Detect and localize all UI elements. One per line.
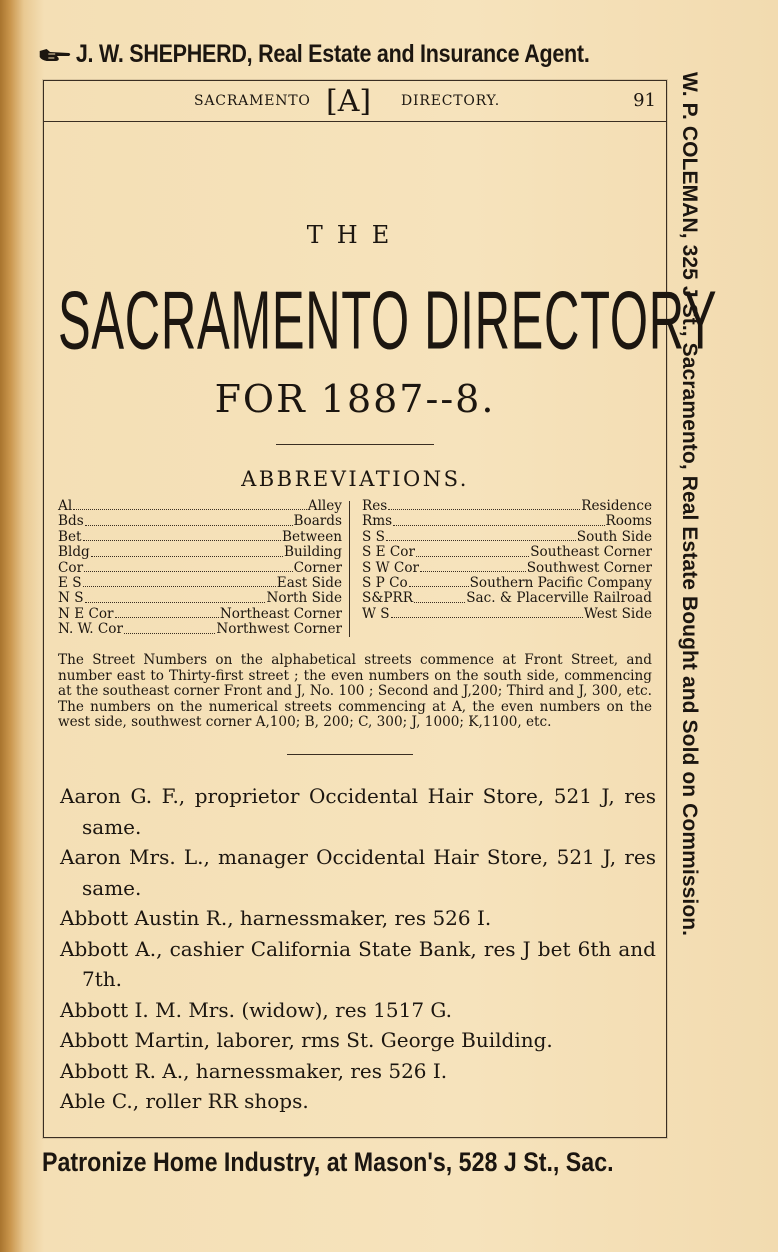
top-ad-text: J. W. SHEPHERD, Real Estate and Insurance Agent. [75,40,590,68]
leader-dots [83,576,276,587]
leader-dots [391,607,583,618]
abbreviation-row [362,591,652,606]
directory-entry: Able C., roller RR shops. [60,1089,309,1113]
abbreviation-key: S E Cor [362,544,415,561]
abbreviation-meaning: Rooms [605,513,652,530]
directory-entry: Abbott A., cashier California State Bank, res J bet 6th and 7th. [60,936,656,991]
top-advertisement [38,40,588,80]
abbreviation-key: Al [58,498,73,514]
header-rule [44,121,666,122]
leader-dots [91,545,283,556]
abbreviation-row [362,607,652,622]
side-advertisement [671,72,707,1152]
directory-entry: Abbott Austin R., harnessmaker, res 526 I. [60,906,492,930]
abbreviation-meaning: Residence [581,498,652,514]
directory-entry: Abbott I. M. Mrs. (widow), res 1517 G. [60,997,453,1022]
abbreviation-meaning: Sac. & Placerville Railroad [466,590,652,607]
leader-dots [115,607,219,618]
leader-dots [124,622,215,633]
title-year: FOR 1887--8. [214,377,496,421]
leader-dots [73,499,307,510]
abbreviation-key: S P Co [362,575,408,592]
abbreviation-row [58,607,342,622]
abbreviation-row [362,499,652,514]
abbreviation-row [58,545,342,560]
abbreviation-key: S&PRR [362,590,414,607]
abbreviation-row [58,530,342,545]
abbreviation-row [362,545,652,560]
leader-dots [420,561,526,572]
abbreviation-meaning: West Side [583,605,652,622]
abbreviation-key: Bet [58,528,82,545]
abbreviation-row [362,561,652,576]
abbreviation-key: Bldg [58,544,90,561]
header-letter: [A] [326,84,372,119]
abbreviation-row [58,561,342,576]
side-ad-text: W. P. COLEMAN, 325 J St., Sacramento, Real Estate Bought and Sold on Commission. [678,72,701,937]
section-rule [287,754,413,755]
abbreviations-divider [349,501,350,637]
abbreviation-meaning: Corner [293,559,342,576]
abbreviation-key: S S [362,528,385,545]
abbreviation-meaning: North Side [266,590,342,607]
directory-entry: Aaron G. F., proprietor Occidental Hair Store, 521 J, res same. [60,784,656,839]
leader-dots [409,576,469,587]
abbreviation-key: W S [362,605,390,622]
abbreviations-right-column [362,499,652,622]
abbreviation-meaning: Northwest Corner [216,621,342,638]
leader-dots [85,591,266,602]
leader-dots [386,530,576,541]
abbreviation-key: N. W. Cor [58,621,123,638]
abbreviation-meaning: Boards [293,513,342,530]
leader-dots [414,591,465,602]
abbreviation-meaning: Between [282,528,342,545]
abbreviation-meaning: Southwest Corner [526,559,652,576]
directory-entries [60,781,656,1117]
abbreviation-meaning: Southeast Corner [530,544,652,561]
abbreviation-key: S W Cor [362,559,420,576]
street-numbers-note: The Street Numbers on the alphabetical streets commence at Front Street, and number east to Thirty-first street ; the even numbers on the south side, commencing at the southeast corner Front and J, No. 100 ; Second and J,200; Third and J, 300, etc. The numbers on the numerical streets commencing at A, the even numbers on the west side, southwest corner A,100; B, 200; C, 300; J, 1000; K,1100, etc. [58,652,652,731]
abbreviation-key: Res [362,498,388,514]
abbreviations-heading: ABBREVIATIONS. [241,467,469,491]
bottom-advertisement: Patronize Home Industry, at Mason's, 528 J St., Sac. [42,1147,614,1177]
abbreviation-key: N S [58,590,84,607]
leader-dots [85,514,293,525]
pointing-hand-icon [38,46,72,64]
header-right: DIRECTORY. [401,93,501,109]
running-header [44,81,666,121]
abbreviation-row [58,514,342,529]
page-title: SACRAMENTO DIRECTORY [58,274,718,367]
abbreviation-row [58,622,342,637]
leader-dots [388,499,580,510]
abbreviation-meaning: Alley [307,498,342,514]
abbreviation-key: N E Cor [58,605,114,622]
directory-entry: Abbott Martin, laborer, rms St. George Building. [60,1028,553,1052]
directory-entry: Abbott R. A., harnessmaker, res 526 I. [60,1058,448,1083]
leader-dots [83,530,282,541]
leader-dots [416,545,529,556]
title-the: THE [306,221,404,249]
abbreviation-row [362,514,652,529]
abbreviation-meaning: East Side [276,575,342,592]
page-number: 91 [633,90,656,111]
directory-entry: Aaron Mrs. L., manager Occidental Hair Store, 521 J, res same. [60,845,656,900]
abbreviation-key: E S [58,575,82,592]
abbreviation-row [362,576,652,591]
abbreviation-meaning: Southern Pacific Company [469,575,652,592]
abbreviation-meaning: South Side [576,528,652,545]
abbreviation-key: Rms [362,513,393,530]
abbreviation-row [58,576,342,591]
abbreviation-key: Cor [58,559,84,576]
abbreviation-row [362,530,652,545]
abbreviation-row [58,499,342,514]
leader-dots [393,514,604,525]
abbreviation-meaning: Building [284,544,342,561]
abbreviations-left-column [58,499,342,638]
abbreviation-row [58,591,342,606]
title-rule [276,444,434,445]
abbreviation-key: Bds [58,513,84,530]
header-left: SACRAMENTO [194,93,311,109]
leader-dots [84,561,293,572]
abbreviation-meaning: Northeast Corner [219,605,342,622]
